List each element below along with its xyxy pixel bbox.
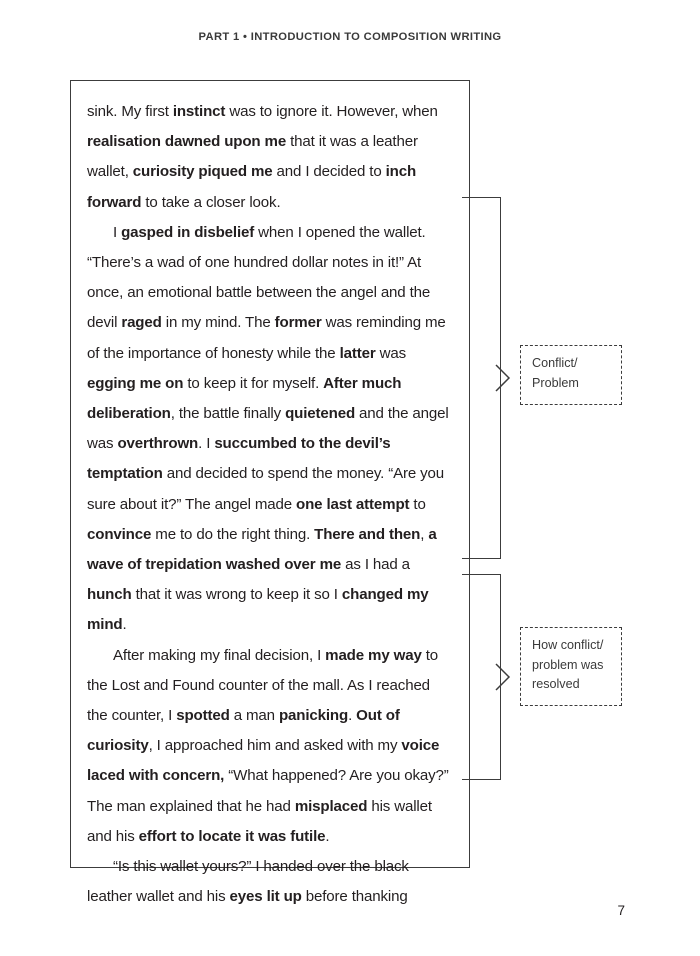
passage-paragraph-2: I gasped in disbelief when I opened the wallet. “There’s a wad of one hundred dollar notes in it!” At once, an emotional battle between the angel and the devil raged in my mind. The former was reminding me of the importance of honesty while the latter was egging me on to keep it for myself. After much deliberation, the battle finally quietened and the angel was overthrown. I succumbed to the devil’s temptation and decided to spend the money. “Are you sure about it?” The angel made one last attempt to convince me to do the right thing. There and then, a wave of trepidation washed over me as I had a hunch that it was wrong to keep it so I changed my mind. (87, 223, 449, 634)
passage-paragraph-3: After making my final decision, I made my way to the Lost and Found counter of the mall. As I reached the counter, I spotted a man panicking. Out of curiosity, I approached him and asked with my voice laced with concern, “What happened? Are you okay?” The man explained that he had misplaced his wallet and his effort to locate it was futile. (87, 646, 449, 845)
passage-text-block (70, 80, 470, 906)
annotation-box-conflict-problem (520, 345, 622, 405)
chevron-right-icon (494, 363, 512, 393)
annotation-line: resolved (532, 677, 580, 691)
annotation-line: Conflict/ (532, 356, 578, 370)
running-header: PART 1 • INTRODUCTION TO COMPOSITION WRITING (198, 31, 502, 43)
chevron-right-icon (494, 662, 512, 692)
passage-paragraph-1: sink. My first instinct was to ignore it. However, when realisation dawned upon me that it was a leather wallet, curiosity piqued me and I decided to inch forward to take a closer look. (87, 103, 438, 211)
annotation-box-how-resolved (520, 627, 622, 706)
page-number: 7 (617, 903, 625, 918)
annotation-line: problem was (532, 657, 604, 672)
annotation-line: How conflict/ (532, 638, 604, 652)
passage-paragraph-4: “Is this wallet yours?” I handed over the black leather wallet and his eyes lit up before thanking (87, 858, 409, 906)
annotation-line: Problem (532, 375, 579, 390)
